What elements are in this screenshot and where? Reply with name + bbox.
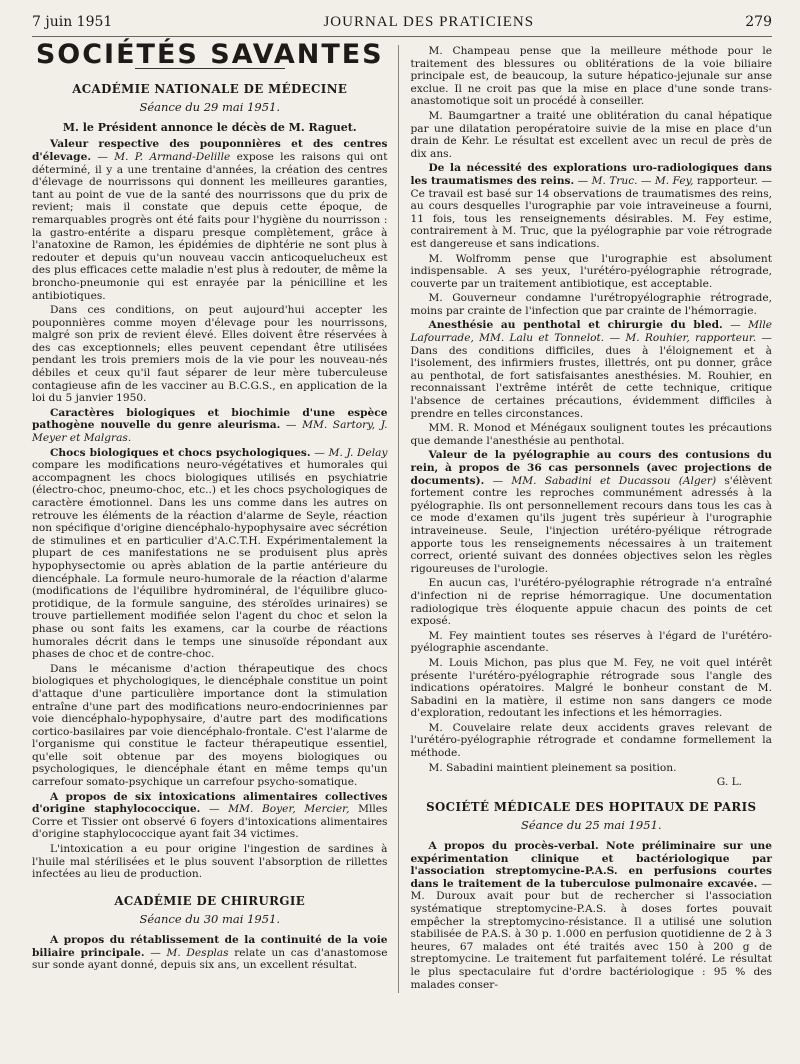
seance-date: Séance du 29 mai 1951.	[139, 100, 281, 115]
article-paragraph: M. Fey maintient toutes ses réserves à l'égard de l'urétéro-pyélographie ascendante.	[410, 629, 772, 655]
article-paragraph: M. Couvelaire relate deux accidents graves relevant de l'urétéro-pyélographie rétrograde et condamne formellement la méthode.	[410, 721, 772, 760]
article-paragraph: M. Wolfromm pense que l'urographie est absolument indispensable. A ses yeux, l'urétéro-pyélographie rétrograde, couverte par un traitement antibiotique, est acceptable.	[410, 252, 772, 290]
page-number: 279	[745, 14, 772, 30]
death-announcement: M. le Président annonce le décès de M. Raguet.	[62, 120, 357, 134]
article-paragraph: L'intoxication a eu pour origine l'ingestion de sardines à l'huile mal stérilisées et le plus souvent l'absorption de rillettes infectées au lieu de production.	[32, 843, 388, 881]
seance-date: Séance du 30 mai 1951.	[139, 912, 281, 927]
right-column	[411, 45, 773, 993]
columns	[32, 39, 773, 993]
article-paragraph: A propos du rétablissement de la continuité de la voie biliaire principale. — M. Desplas relate un cas d'anastomose sur sonde ayant donné, depuis six ans, un excellent résultat.	[32, 934, 388, 972]
article-paragraph: A propos du procès-verbal. Note préliminaire sur une expérimentation clinique et bactériologique par l'association streptomycine-P.A.S. en perfusions courtes dans le traitement de la tuberculose pulmonaire excavée. — M. Duroux avait pour but de rechercher si l'association systématique streptomycine-P.A.S. à doses fortes pouvait empêcher la streptomycino-résistance. Il a utilisé une solution stabilisée de P.A.S. à 30 p. 1.000 en perfusion quotidienne de 2 à 3 heures, 67 malades ont été traités avec 150 à 200 g de streptomycine. Le traitement fut parfaitement toléré. Le résultat le plus spectaculaire fut d'ordre bactériologique : 95 % des malades conser-	[410, 840, 772, 991]
seance-date: Séance du 25 mai 1951.	[520, 818, 662, 833]
article-paragraph: M. Champeau pense que la meilleure méthode pour le traitement des blessures ou oblitérations de la voie biliaire principale est, de beaucoup, la suture hépatico-jejunale sur anse exclue. Il ne croit pas que la mise en place d'une sonde trans-anastomotique soit un procédé à conseiller.	[410, 45, 772, 108]
article-paragraph: M. Gouverneur condamne l'urétropyélographie rétrograde, moins par crainte de l'infection que par crainte de l'hémorragie.	[410, 292, 772, 317]
article-paragraph: M. Louis Michon, pas plus que M. Fey, ne voit quel intérêt présente l'urétéro-pyélographie rétrograde sous l'angle des indications opératoires. Malgré le bonheur constant de M. Sabadini en la matière, il estime non sans dangers ce mode d'exploration, redoutant les infections et les hémorragies.	[410, 656, 772, 720]
author-signature: G. L.	[716, 776, 742, 789]
article-paragraph: Dans le mécanisme d'action thérapeutique des chocs biologiques et phychologiques, le diencéphale constitue un point d'attaque d'une particulière importance dont la stimulation entraîne d'une part des modifications neuro-endocriniennes par voie diencéphalo-hypophysaire, d'autre part des modifications cortico-basilaires par voie diencéphalo-frontale. C'est l'alarme de l'organisme qui constitue le facteur thérapeutique essentiel, qu'elle soit obtenue par des moyens biologiques ou psychologiques, le diencéphale étant en même temps qu'un carrefour somato-psychique un carrefour psycho-somatique.	[32, 662, 388, 789]
running-head	[32, 14, 772, 37]
section-title: SOCIÉTÉS SAVANTES	[35, 39, 384, 70]
article-paragraph: Chocs biologiques et chocs psychologiques. — M. J. Delay compare les modifications neuro-végétatives et humorales qui accompagnent les chocs biologiques utilisés en psychiatrie (électro-choc, pneumo-choc, etc..) et les chocs psychologiques de caractère émotionnel. Dans les uns comme dans les autres on retrouve les éléments de la réaction d'alarme de Seyle, réaction non spécifique d'origine diencéphalo-hypophysaire avec sécrétion de stimulines et en particulier d'A.C.T.H. Expérimentalement la plupart de ces manifestations ne se produisent plus après hypophysectomie ou après ablation de la partie antérieure du diencéphale. La formule neuro-humorale de la réaction d'alarme (modifications de l'équilibre hydrominéral, de l'équilibre gluco-protidique, de la formule sanguine, des stéroïdes urinaires) se trouve partiellement modifiée selon l'agent du choc et selon la phase ou sont faits les examens, car la courbe de réactions humorales décrit dans le temps une sinusoïde répondant aux phases de choc et de contre-choc.	[32, 446, 388, 661]
article-paragraph: MM. R. Monod et Ménégaux soulignent toutes les précautions que demande l'anesthésie au penthotal.	[410, 422, 772, 447]
article-paragraph: En aucun cas, l'urétéro-pyélographie rétrograde n'a entraîné d'infection ni de reprise hémorragique. Une documentation radiologique très éloquente appuie chacun des points de cet exposé.	[410, 577, 772, 628]
article-paragraph: Dans ces conditions, on peut aujourd'hui accepter les pouponnières comme moyen d'élevage pour les nourrissons, malgré son prix de revient élevé. Elles doivent être réservées à des cas exceptionnels; elles peuvent cependant être utilisées pendant les trois premiers mois de la vie pour les nouveau-nés débiles et ceux qu'il faut séparer de leur mère tuberculeuse contagieuse afin de les vacciner au B.C.G.S., en application de la loi du 5 janvier 1950.	[32, 304, 388, 405]
article-paragraph: De la nécessité des explorations uro-radiologiques dans les traumatismes des reins. — M. Truc. — M. Fey, rapporteur. — Ce travail est basé sur 14 observations de traumatismes des reins, au cours desquelles l'urographie par voie intraveineuse a fourni, 11 fois, tous les renseignements désirables. M. Fey estime, contrairement à M. Truc, que la pyélographie par voie rétrograde est dangereuse et sans indications.	[410, 162, 772, 250]
article-paragraph: Anesthésie au penthotal et chirurgie du bled. — Mlle Lafourrade, MM. Lalu et Tonnelot. — M. Rouhier, rapporteur. — Dans des conditions difficiles, dues à l'éloignement et à l'isolement, des infirmiers frustes, illettrés, ont pu donner, grâce au penthotal, de fort satisfaisantes anesthésies. M. Rouhier, en reconnaissant l'extrême intérêt de cette technique, critique l'absence de certaines précautions, évidemment difficiles à prendre en telles circonstances.	[410, 319, 773, 420]
society-heading-academie-chirurgie: ACADÉMIE DE CHIRURGIE	[114, 893, 306, 908]
article-paragraph: M. Baumgartner a traité une oblitération du canal hépatique par une dilatation peropératoire suivie de la mise en place d'un drain de Kehr. Le résultat est excellent avec un recul de près de dix ans.	[410, 109, 772, 160]
article-paragraph: M. Sabadini maintient pleinement sa position.	[428, 761, 677, 774]
article-paragraph: Caractères biologiques et biochimie d'une espèce pathogène nouvelle du genre aleurisma. — MM. Sartory, J. Meyer et Malgras.	[32, 406, 388, 445]
article-paragraph: Valeur respective des pouponnières et des centres d'élevage. — M. P. Armand-Delille expose les raisons qui ont déterminé, il y a une trentaine d'années, la création des centres d'élevage de nourrissons qui donnent les meilleures garanties, tant au point de vue de la santé des nourrissons que du prix de revient; mais il constate que depuis cette époque, de remarquables progrès ont été faits pour l'hygiène du nourrisson : la gastro-entérite a disparu presque complètement, grâce à l'anatoxine de Ramon, les épidémies de diphtérie ne sont plus à redouter et depuis qu'un nouveau vaccin anticoquelucheux est des plus efficaces cette maladie n'est plus à redouter, de même la broncho-pneumonie qui est enrayée par la pénicilline et les antibiotiques.	[32, 138, 388, 302]
article-paragraph: Valeur de la pyélographie au cours des contusions du rein, à propos de 36 cas personnels (avec projections de documents). — MM. Sabadini et Ducassou (Alger) s'élèvent fortement contre les reproches communément adressés à la pyélographie. Ils ont personnellement recours dans tous les cas à ce mode d'examen qu'ils jugent très supérieur à l'urographie intraveineuse. Seule, l'injection urétéro-pyélique rétrograde apporte tous les renseignements nécessaires à un traitement correct, orienté suivant des données objectives selon les règles rigoureuses de l'urologie.	[410, 449, 772, 575]
society-heading-academie-medecine: ACADÉMIE NATIONALE DE MÉDECINE	[72, 81, 348, 96]
issue-date: 7 juin 1951	[32, 14, 113, 30]
left-column	[32, 39, 399, 993]
society-heading-hopitaux-paris: SOCIÉTÉ MÉDICALE DES HOPITAUX DE PARIS	[426, 799, 757, 814]
journal-name: JOURNAL DES PRATICIENS	[323, 14, 535, 30]
article-paragraph: A propos de six intoxications alimentaires collectives d'origine staphylococcique. — MM. Boyer, Mercier, Mlles Corre et Tissier ont observé 6 foyers d'intoxications alimentaires d'origine staphylococcique ayant fait 34 victimes.	[32, 790, 388, 841]
